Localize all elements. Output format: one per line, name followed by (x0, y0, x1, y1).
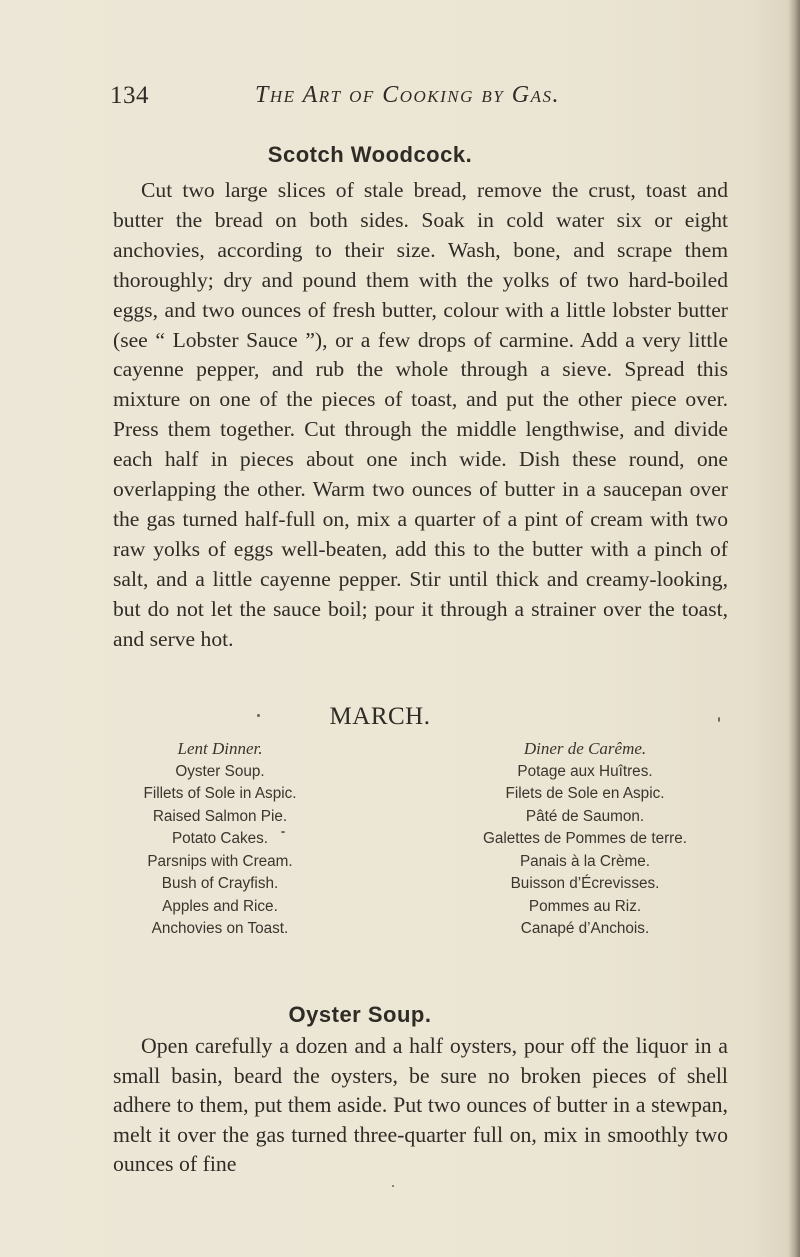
menu-column-english (80, 738, 360, 941)
ink-speck (281, 831, 285, 833)
menu-item: Anchovies on Toast. (151, 920, 289, 937)
menu-item: Buisson d’Écrevisses. (510, 875, 660, 892)
menu-item: Parsnips with Cream. (147, 852, 293, 870)
ink-speck (392, 1185, 394, 1187)
menu-item: Panais à la Crème. (519, 852, 651, 870)
menu-item: Apples and Rice. (162, 897, 278, 915)
recipe-title-oyster-soup: Oyster Soup. (288, 1002, 432, 1027)
page-number: 134 (110, 82, 149, 109)
menu-item: Fillets of Sole in Aspic. (143, 785, 297, 802)
menu-item: Potato Cakes. (171, 830, 269, 847)
menu-item: Pommes au Riz. (528, 897, 642, 915)
menu-item: Canapé d’Anchois. (520, 920, 650, 937)
recipe-title-scotch-woodcock: Scotch Woodcock. (267, 142, 473, 167)
menu-item: Raised Salmon Pie. (152, 807, 288, 825)
menu-title: MARCH. (329, 703, 431, 730)
menu-heading-english: Lent Dinner. (177, 739, 263, 758)
ink-speck (718, 717, 720, 722)
menu-item: Bush of Crayfish. (161, 875, 279, 892)
menu-item: Potage aux Huîtres. (517, 762, 653, 780)
ink-speck (257, 714, 260, 717)
menu-item: Oyster Soup. (175, 762, 265, 780)
menu-heading-french: Diner de Carême. (523, 739, 647, 758)
menu-column-french (430, 738, 740, 941)
menu-item: Filets de Sole en Aspic. (505, 785, 665, 802)
recipe-text-oyster-soup: Open carefully a dozen and a half oysters, pour off the liquor in a small basin, beard the oysters, be sure no broken pieces of shell adhere to them, put them aside. Put two ounces of butter in a stewpan, melt it over the gas turned three-quarter full on, mix in smoothly two ounces of fine (113, 1034, 728, 1177)
recipe-text-scotch-woodcock: Cut two large slices of stale bread, remove the crust, toast and butter the bread on both sides. Soak in cold water six or eight anchovies, according to their size. Wash, bone, and scrape them thoroughly; dry and pound them with the yolks of two hard-boiled eggs, and two ounces of fresh butter, colour with a little lobster butter (see “ Lobster Sauce ”), or a few drops of carmine. Add a very little cayenne pepper, and rub the whole through a sieve. Spread this mixture on one of the pieces of toast, and put the other piece over. Press them together. Cut through the middle lengthwise, and divide each half in pieces about one inch wide. Dish these round, one overlapping the other. Warm two ounces of butter in a saucepan over the gas turned half-full on, mix a quarter of a pint of cream with two raw yolks of eggs well-beaten, add this to the butter with a pinch of salt, and a little cayenne pepper. Stir until thick and creamy-looking, but do not let the sauce boil; pour it through a strainer over the toast, and serve hot. (113, 178, 728, 651)
running-head-title: The Art of Cooking by Gas. (255, 82, 560, 108)
menu-item: Galettes de Pommes de terre. (482, 830, 688, 847)
menu-item: Pâté de Saumon. (525, 807, 645, 825)
page-edge-shadow (788, 0, 800, 1257)
running-head (110, 82, 730, 114)
